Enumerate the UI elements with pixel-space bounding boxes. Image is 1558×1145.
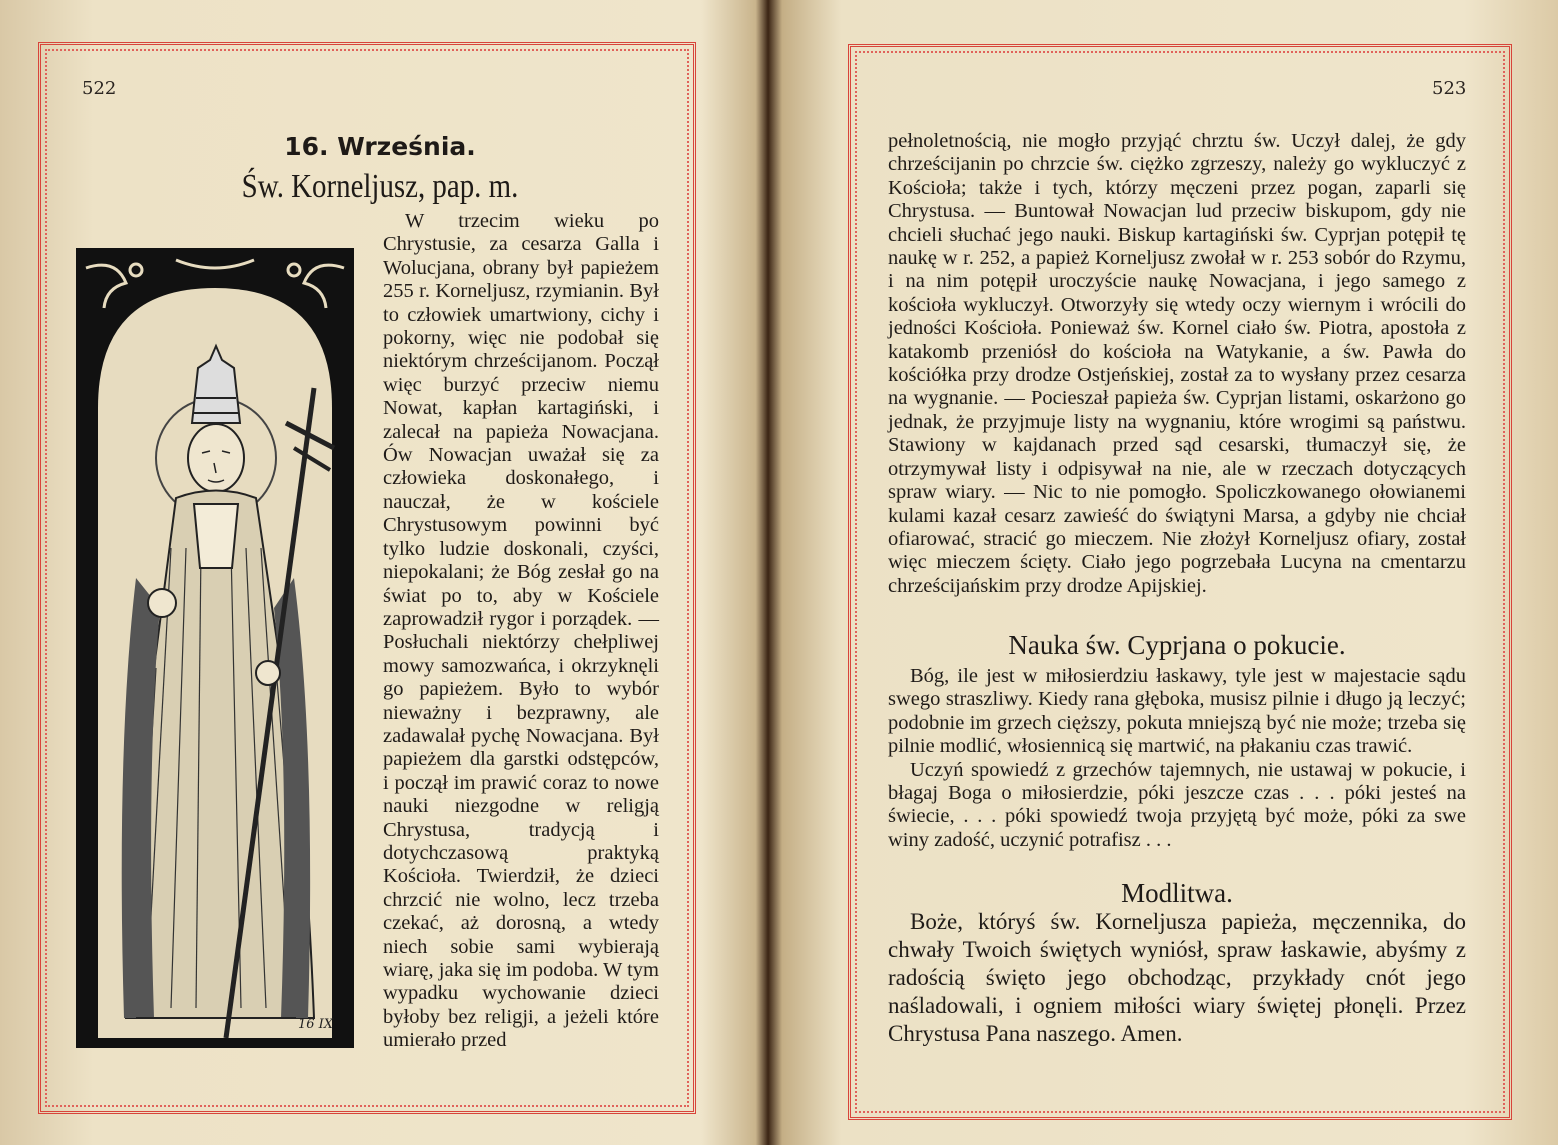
section-heading-prayer: Modlitwa. [1121,878,1233,908]
paragraph: pełnoletnością, nie mogło przyjąć chrztu św. Uczył dalej, że gdy chrześcijanin po chrzcie św. ciężko zgrzeszy, należy go wykluczyć z Kościoła; także i tych, którzy męczeni przez pogan, zaparli się Chrystusa. — Buntował Nowacjan lud przeciw biskupom, gdy nie chcieli słuchać jego nauki. Biskup kartagiński św. Cyprjan potępił tę naukę w r. 252, a papież Korneljusz zwołał w r. 253 sobór do Rzymu, i na nim potępił uroczyście naukę Nowacjana, i jego samego z kościoła wykluczył. Otworzyły się wtedy oczy wiernym i wrócili do jedności Kościoła. Ponieważ św. Kornel ciało św. Piotra, apostoła z katakomb przeniósł do kościoła na Watykanie, a św. Pawła do kościółka przy drodze Ostjeńskiej, został za to wysłany przez cesarza na wygnanie. — Pocieszał papieża św. Cyprjan listami, oskarżono go jednak, że przyjmuje listy na wygnaniu, które wrogimi są państwu. Stawiony w kajdanach przed sąd cesarski, tłumaczył się, że otrzymywał listy i odpisywał na nie, ale w rzeczach dotyczących spraw wiary. — Nic to nie pomogło. Spoliczkowanego ołowianemi kulami kazał cesarz zawieść do świątyni Marsa, a gdyby nie chciał ofiarować, stracić go mieczem. Nie złożył Korneljusz ofiary, został więc mieczem ścięty. Ciało jego pogrzebała Lucyna na cmentarzu chrześcijańskim przy drodze Apijskiej. [888,130,1466,597]
prayer-text [888,908,1466,1048]
left-body-text [383,210,659,1053]
left-hand [148,589,176,617]
engraving-caption: 16 IX [298,1017,334,1032]
right-hand [256,661,280,685]
date-heading: 16. Września. [284,132,476,161]
pallium [194,504,238,568]
left-page [0,0,760,1145]
page-number: 523 [1432,78,1467,99]
paragraph: W trzecim wieku po Chrystusie, za cesarza Galla i Wolucjana, obrany był papieżem 255 r. Korneljusz, rzymianin. Był to człowiek umartwiony, cichy i pokorny, więc nie podobał się niektórym chrześcijanom. Począł więc burzyć przeciw niemu Nowat, kapłan kartagiński, i zalecał na papieża Nowacjana. Ów Nowacjan uważał się za człowieka doskonałego, i nauczał, że w kościele Chrystusowym powinni być tylko ludzie doskonali, czyści, niepokalani; że Bóg zesłał go na świat po to, aby w Kościele zaprowadził rygor i porządek. — Posłuchali niektórzy chełpliwej mowy samozwańca, i okrzyknęli go papieżem. Było to wybór nieważny i bezprawny, ale zadawalał pychę Nowacjana. Był papieżem dla garstki odstępców, i począł im prawić coraz to nowe nauki niezgodne w religją Chrystusa, tradycją i dotychczasową praktyką Kościoła. Twierdził, że dzieci chrzcić nie wolno, lecz trzeba czekać, aż dorosną, a wtedy niech sobie sami wybierają wiarę, jaka się im podoba. W tym wypadku wychowanie dzieci byłoby bez religji, a jeżeli które umierało przed [383,210,659,1052]
paragraph: Uczyń spowiedź z grzechów tajemnych, nie ustawaj w pokucie, i błagaj Boga o miłosierdzie, póki jeszcze czas . . . póki jesteś na świecie, . . . póki spowiedź twoja przyjętą być może, póki za swe winy zadość, uczynić potrafisz . . . [888,758,1466,851]
teaching-text [888,665,1466,852]
paragraph: Bóg, ile jest w miłosierdziu łaskawy, tyle jest w majestacie sądu swego straszliwy. Kiedy rana głęboka, musisz pilnie i długo ją leczyć; podobnie im grzech cięższy, pokuta mniejszą być nie może; trzeba się pilnie modlić, włosiennicą się martwić, na płakaniu czas trawić. [888,665,1466,758]
saint-engraving [76,248,354,1048]
saint-heading: Św. Korneljusz, pap. m. [241,168,519,205]
paragraph: Boże, któryś św. Korneljusza papieża, męczennika, do chwały Twoich świętych wyniósł, spraw łaskawie, abyśmy z radością święto jego obchodząc, przykłady cnót jego naśladowali, i ogniem miłości wiary świętej płonęli. Przez Chrystusa Pana naszego. Amen. [888,909,1466,1046]
page-number: 522 [82,78,117,99]
right-body-text [888,130,1466,598]
section-heading-teaching: Nauka św. Cyprjana o pokucie. [1008,630,1346,660]
right-page [770,0,1558,1145]
